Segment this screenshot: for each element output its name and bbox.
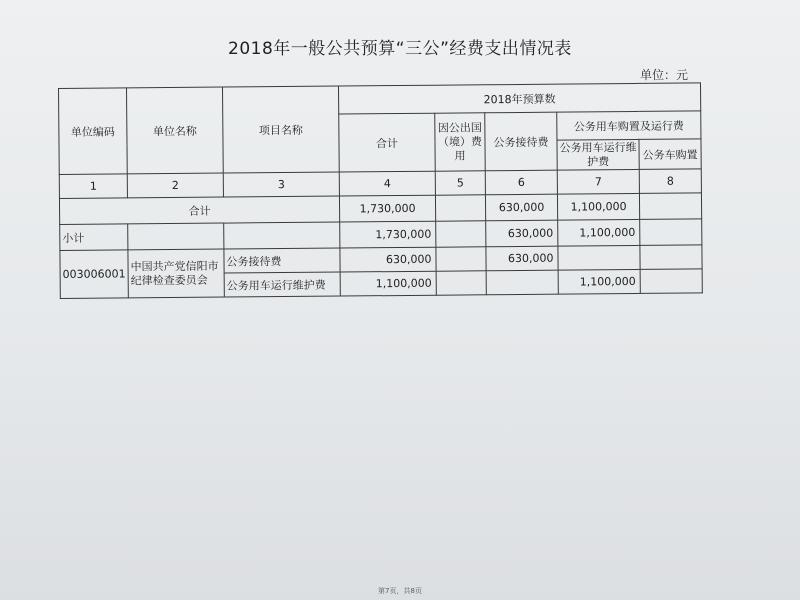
index-cell: 2 <box>127 173 223 198</box>
subtotal-label: 小计 <box>60 224 128 251</box>
three-public-expenses-table <box>58 82 703 299</box>
item-name-cell: 公务用车运行维护费 <box>224 272 340 297</box>
empty-cell <box>436 247 486 271</box>
grand-total-reception: 630,000 <box>485 194 557 221</box>
index-cell: 8 <box>639 169 701 194</box>
grand-total-vehicle-operation: 1,100,000 <box>557 193 639 220</box>
empty-cell <box>640 245 702 270</box>
unit-name-cell: 中国共产党信阳市纪律检查委员会 <box>128 249 224 298</box>
empty-cell <box>224 222 340 249</box>
index-cell: 3 <box>223 172 339 197</box>
page-title: 2018年一般公共预算“三公”经费支出情况表 <box>228 39 572 59</box>
header-total: 合计 <box>339 113 436 172</box>
index-cell: 4 <box>339 171 435 196</box>
unit-label: 单位：元 <box>640 68 689 82</box>
header-vehicle-purchase: 公务车购置 <box>639 139 701 170</box>
item-reception-cell: 630,000 <box>486 246 558 271</box>
header-item-name: 项目名称 <box>222 86 339 173</box>
unit-code-cell: 003006001 <box>60 250 128 299</box>
empty-cell <box>639 193 701 220</box>
header-budget-group: 2018年预算数 <box>338 83 700 114</box>
item-name-cell: 公务接待费 <box>224 248 340 273</box>
header-travel-abroad: 因公出国（境）费用 <box>435 113 486 171</box>
subtotal-reception: 630,000 <box>486 220 558 247</box>
empty-cell <box>640 269 702 294</box>
header-vehicle-group: 公务用车购置及运行费 <box>557 111 701 140</box>
header-reception: 公务接待费 <box>485 112 558 171</box>
item-reception-cell <box>486 270 558 295</box>
grand-total-label: 合计 <box>59 196 339 224</box>
index-cell: 1 <box>59 174 127 199</box>
empty-cell <box>436 221 486 247</box>
header-unit-code: 单位编码 <box>59 88 128 175</box>
empty-cell <box>435 195 485 221</box>
index-cell: 7 <box>557 169 639 194</box>
empty-cell <box>640 219 702 246</box>
empty-cell <box>436 271 486 295</box>
index-cell: 6 <box>485 170 557 195</box>
empty-cell <box>128 223 224 250</box>
item-total-cell: 1,100,000 <box>340 271 436 296</box>
item-vehicle-operation-cell <box>558 245 640 270</box>
header-vehicle-operation: 公务用车运行维护费 <box>557 139 639 170</box>
page-number: 第7页，共8页 <box>378 587 422 595</box>
index-cell: 5 <box>435 171 485 195</box>
header-unit-name: 单位名称 <box>127 87 224 174</box>
subtotal-vehicle-operation: 1,100,000 <box>558 219 640 246</box>
item-total-cell: 630,000 <box>340 247 436 272</box>
item-vehicle-operation-cell: 1,100,000 <box>558 269 640 294</box>
subtotal-amount: 1,730,000 <box>340 221 436 248</box>
grand-total-amount: 1,730,000 <box>339 195 435 222</box>
